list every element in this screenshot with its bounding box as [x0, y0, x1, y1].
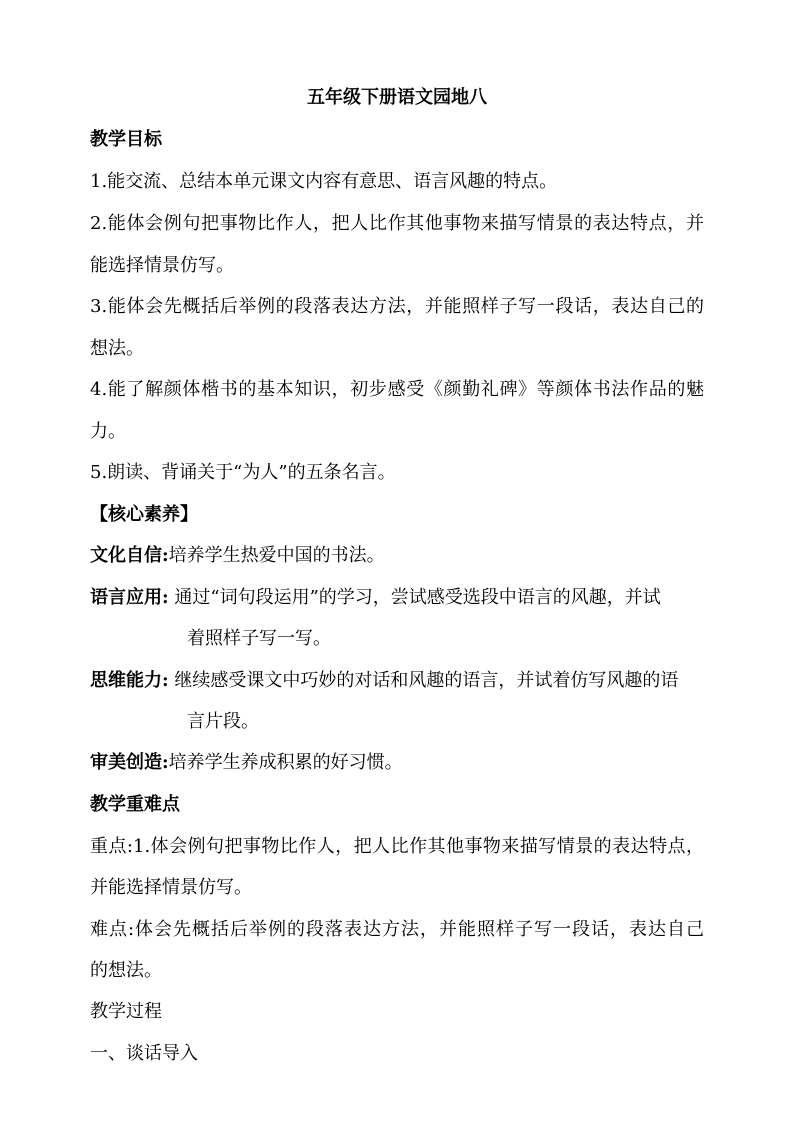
core-item-2-line2: 着照样子写一写。 [187, 628, 331, 649]
process-heading: 教学过程 [90, 1001, 162, 1022]
core-item-3-line2: 言片段。 [187, 711, 259, 732]
goal-item-5: 5.朗读、背诵关于“为人”的五条名言。 [90, 462, 396, 483]
core-item-1-label: 文化自信: [90, 545, 169, 566]
key-item-1-line1: 重点:1.体会例句把事物比作人，把人比作其他事物来描写情景的表达特点， [90, 836, 704, 857]
goal-item-3-line2: 想法。 [90, 338, 144, 359]
core-item-4 [90, 751, 704, 775]
core-item-1 [90, 544, 704, 568]
goals-heading: 教学目标 [90, 129, 162, 150]
key-item-2-line1: 难点:体会先概括后举例的段落表达方法，并能照样子写一段话，表达自己 [90, 919, 704, 940]
key-item-2-line2: 的想法。 [90, 960, 162, 981]
goal-item-3-line1: 3.能体会先概括后举例的段落表达方法，并能照样子写一段话，表达自己的 [90, 296, 704, 317]
document-title: 五年级下册语文园地八 [307, 87, 487, 108]
goal-item-2-line2: 能选择情景仿写。 [90, 255, 234, 276]
key-item-1-line2: 并能选择情景仿写。 [90, 877, 252, 898]
core-item-4-label: 审美创造: [90, 752, 169, 773]
key-heading: 教学重难点 [90, 794, 180, 815]
goal-item-4-line1: 4.能了解颜体楷书的基本知识，初步感受《颜勤礼碑》等颜体书法作品的魅 [90, 379, 704, 400]
core-item-3-line1 [90, 669, 704, 693]
core-item-4-text: 培养学生养成积累的好习惯。 [168, 752, 403, 773]
core-item-2-text1: 通过“词句段运用”的学习，尝试感受选段中语言的风趣，并试 [174, 587, 661, 608]
core-item-2-line1 [90, 586, 704, 610]
core-heading: 【核心素养】 [90, 504, 198, 525]
core-item-3-label: 思维能力: [90, 670, 169, 691]
core-item-3-text1: 继续感受课文中巧妙的对话和风趣的语言，并试着仿写风趣的语 [174, 670, 679, 691]
core-item-2-label: 语言应用: [90, 587, 169, 608]
goal-item-2-line1: 2.能体会例句把事物比作人，把人比作其他事物来描写情景的表达特点，并 [90, 213, 704, 234]
core-item-1-text: 培养学生热爱中国的书法。 [168, 545, 385, 566]
process-step-1: 一、谈话导入 [90, 1043, 198, 1064]
goal-item-1: 1.能交流、总结本单元课文内容有意思、语言风趣的特点。 [90, 171, 558, 192]
goal-item-4-line2: 力。 [90, 421, 126, 442]
